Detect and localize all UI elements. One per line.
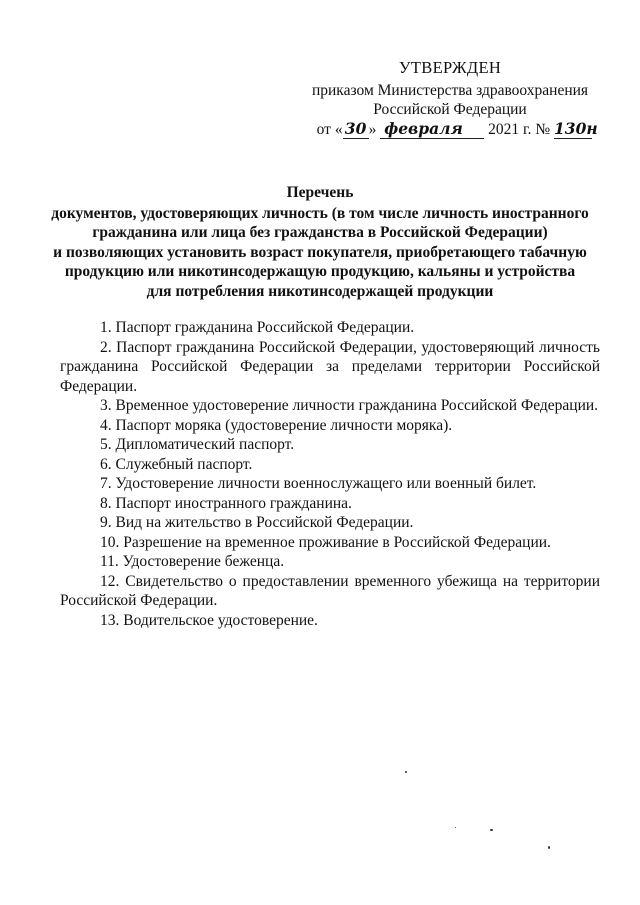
title-line: продукцию или никотинсодержащую продукцию, кальяны и устройства xyxy=(64,263,576,280)
approval-block xyxy=(300,58,600,141)
handwritten-number: 130н xyxy=(554,119,598,138)
title-line: гражданина или лица без гражданства в Российской Федерации) xyxy=(92,224,548,241)
list-item: 2. Паспорт гражданина Российской Федерации, удостоверяющий личность гражданина Российской Федерации за пределами территории Российской Федерации. xyxy=(60,338,600,395)
order-prefix: от « xyxy=(316,121,343,138)
scan-speck xyxy=(548,846,550,849)
list-item: 4. Паспорт моряка (удостоверение личности моряка). xyxy=(100,416,453,434)
order-suffix: 2021 г. № xyxy=(484,121,554,138)
scan-speck xyxy=(405,771,407,773)
approval-line-ministry: приказом Министерства здравоохранения xyxy=(311,82,589,99)
title-line: документов, удостоверяющих личность (в том числе личность иностранного xyxy=(51,204,589,222)
order-mid: » xyxy=(368,121,377,138)
list-item: 12. Свидетельство о предоставлении временного убежища на территории Российской Федерации. xyxy=(60,572,600,609)
list-item: 5. Дипломатический паспорт. xyxy=(100,436,295,453)
list-item: 13. Водительское удостоверение. xyxy=(100,611,318,629)
list-item: 8. Паспорт иностранного гражданина. xyxy=(100,494,352,512)
list-item: 1. Паспорт гражданина Российской Федерации. xyxy=(100,319,415,336)
list-item: 9. Вид на жительство в Российской Федерации. xyxy=(100,514,414,531)
approval-heading: УТВЕРЖДЕН xyxy=(398,58,502,77)
list-item: 6. Служебный паспорт. xyxy=(100,455,253,473)
list-item: 7. Удостоверение личности военнослужащего или военный билет. xyxy=(100,475,537,492)
title-line: и позволяющих установить возраст покупателя, приобретающего табачную xyxy=(53,243,587,261)
document-title xyxy=(40,183,600,301)
approval-line-federation: Российской Федерации xyxy=(373,101,527,118)
list-item: 3. Временное удостоверение личности гражданина Российской Федерации. xyxy=(100,397,599,414)
title-heading: Перечень xyxy=(286,184,354,201)
list-item: 11. Удостоверение беженца. xyxy=(100,553,285,570)
document-list xyxy=(60,318,600,630)
handwritten-day: 30 xyxy=(343,119,369,139)
scan-speck xyxy=(455,827,456,828)
scan-speck xyxy=(490,829,493,831)
order-date-line xyxy=(300,119,600,141)
handwritten-month: февраля xyxy=(380,119,484,139)
title-line: для потребления никотинсодержащей продукции xyxy=(146,282,494,300)
list-item: 10. Разрешение на временное проживание в Российской Федерации. xyxy=(100,533,551,551)
